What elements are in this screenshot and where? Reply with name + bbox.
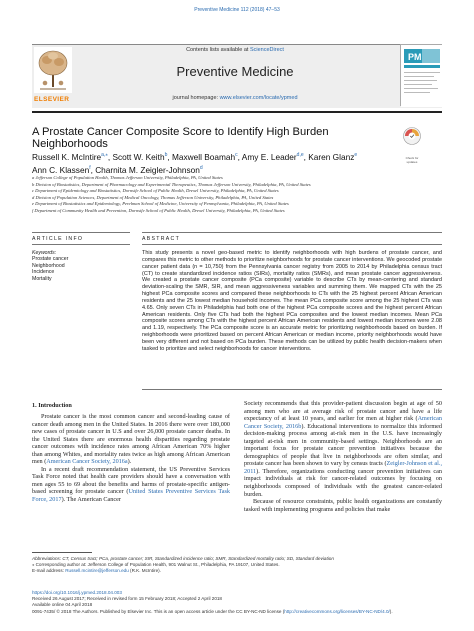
affiliation-item: d Division of Population Sciences, Department of Medical Oncology, Thomas Jefferson University, Philadelphia, PA, United States xyxy=(32,194,274,200)
contents-availability xyxy=(70,47,400,53)
license-prefix: 0091-7435/ © 2018 The Authors. Published by Elsevier Inc. This is an open access article under the CC BY-NC-ND license ( xyxy=(32,608,285,614)
email-note xyxy=(32,568,442,574)
publication-info xyxy=(32,590,442,615)
license-note xyxy=(32,609,442,615)
homepage-prefix: journal homepage: xyxy=(172,95,220,101)
paragraph xyxy=(244,498,442,513)
keyword-item: Prostate cancer xyxy=(32,256,69,263)
affil-sup[interactable]: f xyxy=(89,164,91,171)
paragraph-text: ). xyxy=(127,458,132,466)
body-left-column xyxy=(32,413,230,504)
author-glanz[interactable]: , Karen Glanz xyxy=(303,151,355,162)
license-suffix: ). xyxy=(389,608,393,614)
keyword-item: Neighborhood xyxy=(32,262,65,269)
paragraph xyxy=(32,466,230,504)
citation-link[interactable]: Zeigler-Johnson et al., 2011 xyxy=(244,460,442,475)
abstract-text: This study presents a novel geo-based metric to identify neighborhoods with high burdens of prostate cancer, and compares this metric to other methods to prioritize neighborhoods for prostate cancer interventions. We geocoded prostate cancer patient data (n = 10,750) from the Pennsylvania cancer registry from 2005 to 2014 by Philadelphia census tract (CT) to create standardized incidence ratios (SIRs), mortality ratios (SMRs), and mean prostate cancer aggressiveness. We created a prostate cancer composite (PCa composite) variable to describe CTs by mean-centering and standard deviation-scaling the SMR, SIR, and mean aggressiveness variables and summing them. We mapped CTs with the 25 highest PCa composite scores and compared these neighborhoods to CTs with the 25 highest percent African American residents and the 25 lowest median household incomes. The mean PCa composite score among the 25 highest CTs was 4.65. Only seven CTs in Philadelphia had both one of the highest PCa composite scores and the highest percent African American residents. Only five CTs had both the highest PCa composites and the lowest median incomes. Mean PCa composite scores among CTs with the highest percent African American residents and lowest median incomes were 2.08 and 1.19, respectively. The PCa composite score is an accurate metric for prioritizing neighborhoods based on burden. If neighborhoods were prioritized based on percent African American or median income, priority neighborhoods would have been very different and not based on PCa burden. These methods can be utilized by public health decision-makers when tasked to prioritize and select neighborhoods for cancer interventions. xyxy=(142,250,442,352)
footnotes xyxy=(32,556,442,575)
abstract-end-rule xyxy=(142,389,442,390)
abstract-heading: ABSTRACT xyxy=(142,236,181,242)
contents-prefix: Contents lists available at xyxy=(186,47,250,53)
article-info-bottom-rule xyxy=(32,244,130,245)
author-mcintire[interactable]: Russell K. McIntire xyxy=(32,151,102,162)
author-zeigler-johnson[interactable]: , Charnita M. Zeigler-Johnson xyxy=(90,164,200,175)
author-list xyxy=(32,150,392,176)
author-leader[interactable]: , Amy E. Leader xyxy=(237,151,297,162)
elsevier-tree-logo-icon xyxy=(34,47,72,93)
abstract-top-rule xyxy=(142,232,442,233)
paragraph xyxy=(244,400,442,498)
paragraph-text: ). Educational interventions to normalize this informed decision-making process among at-risk men in the U.S. have increasingly targeted at-risk men in community-based settings. Neighborhoods are an important focus for prostate cancer prevention initiatives because the demographics of people that live in neighborhoods are often similar, and prostate cancer has been shown to vary by census tracts ( xyxy=(244,422,442,468)
affiliation-item: f Department of Community Health and Prevention, Dornsife School of Public Health, Drexel University, Philadelphia, PA, United States xyxy=(32,207,285,213)
available-online-date: Available online 04 April 2018 xyxy=(32,602,93,608)
journal-title: Preventive Medicine xyxy=(176,64,294,79)
journal-cover-thumbnail xyxy=(400,44,442,106)
introduction-heading: 1. Introduction xyxy=(32,402,72,409)
author-klassen[interactable]: Ann C. Klassen xyxy=(32,164,90,175)
svg-text:PM: PM xyxy=(408,52,422,62)
check-for-updates-icon[interactable] xyxy=(402,126,422,164)
body-right-column xyxy=(244,400,442,513)
article-title: A Prostate Cancer Composite Score to Identify High Burden Neighborhoods xyxy=(32,126,329,150)
paragraph-text: In a recent draft recommendation statement, the US Preventive Services Task Force noted that health care providers should have a conversation with men ages 55 to 69 about the benefits and harms of prostate-specific antigen-based screening for prostate cancer ( xyxy=(32,465,230,496)
email-prefix: E-mail address: xyxy=(32,568,66,574)
publisher-wordmark: ELSEVIER xyxy=(34,96,70,103)
affil-sup[interactable]: d,e xyxy=(296,152,304,158)
sciencedirect-link[interactable]: ScienceDirect xyxy=(249,47,284,53)
paragraph xyxy=(32,413,230,466)
email-link[interactable]: Russell.mcintire@jefferson.edu xyxy=(65,568,129,574)
citation-link[interactable]: United States Preventive Services Task Force, 2017 xyxy=(32,488,230,504)
affiliation-item: c Department of Epidemiology and Biostatistics, Dornsife School of Public Health, Drexel University, Philadelphia, PA, United States xyxy=(32,188,279,194)
received-dates: Received 26 August 2017; Received in revised form 15 February 2018; Accepted 2 April 2018 xyxy=(32,596,222,602)
affil-sup[interactable]: e xyxy=(354,152,358,158)
keyword-item: Incidence xyxy=(32,269,55,276)
affil-sup[interactable]: a,⁎ xyxy=(101,152,108,158)
paragraph-text: Because of resource constraints, public health organizations are constantly tasked with implementing programs and policies that make xyxy=(244,498,442,513)
journal-homepage xyxy=(70,95,400,101)
journal-reference[interactable]: Preventive Medicine 112 (2018) 47–53 xyxy=(194,7,280,13)
keyword-item: Mortality xyxy=(32,275,52,282)
affiliations xyxy=(32,175,442,215)
affiliation-item: a Jefferson College of Population Health, Thomas Jefferson University, Philadelphia, PA, United States xyxy=(32,175,223,180)
header-rule xyxy=(32,111,442,113)
paragraph-text: ). The American Cancer xyxy=(61,496,121,504)
author-keith[interactable]: , Scott W. Keith xyxy=(107,151,165,162)
masthead-divider xyxy=(32,44,442,45)
cover-art-icon xyxy=(401,45,443,107)
abstract-bottom-rule xyxy=(142,244,442,245)
affiliation-item: e Department of Biostatistics and Epidemiology, Perelman School of Medicine, University of Pennsylvania, Philadelphia, PA, United States xyxy=(32,201,289,207)
affil-sup[interactable]: b xyxy=(164,152,168,158)
license-link[interactable]: http://creativecommons.org/licenses/BY-NC-ND/4.0/ xyxy=(284,608,390,614)
corresponding-author-note: ⁎ Corresponding author at: Jefferson College of Population Health, 901 Walnut St., Philadelphia, PA 19107, United States. xyxy=(32,562,280,568)
paragraph-text: Prostate cancer is the most common cancer and second-leading cause of cancer death among men in the United States. In 2016 there were over 180,000 new cases of prostate cancer in U.S and over 26,000 prostate cancer deaths. In the United States there are enormous health disparities regarding prostate cancer outcomes with incidence rates among African American 70% higher than among Whites, and mortality rates twice as high among African American men ( xyxy=(32,413,230,466)
citation-link[interactable]: American Cancer Society, 2016a xyxy=(46,458,128,466)
check-for-updates-label: Check for updates xyxy=(405,156,419,164)
citation-link[interactable]: American Cancer Society, 2016b xyxy=(244,415,442,430)
article-info-heading: ARTICLE INFO xyxy=(32,236,84,242)
affil-sup[interactable]: c xyxy=(235,152,238,158)
paragraph-text: ). Therefore, organizations conducting cancer prevention initiatives can impact individuals at risk for cancer-related outcomes by focusing on neighborhoods composed of individuals with the greatest cancer-related burden. xyxy=(244,467,442,498)
abbreviations-note: Abbreviations: CT, Census tract; PCa, prostate cancer; SIR, Standardized incidence ratio; SMR, Standardized mortality ratio; SD, Standard deviation xyxy=(32,556,334,561)
affiliation-item: b Division of Biostatistics, Department of Pharmacology and Experimental Therapeutics, Thomas Jefferson University, Philadelphia, PA, United States xyxy=(32,181,311,187)
article-info-top-rule xyxy=(32,232,130,233)
doi-link[interactable]: https://doi.org/10.1016/j.ypmed.2018.04.003 xyxy=(32,590,122,595)
homepage-link[interactable]: www.elsevier.com/locate/ypmed xyxy=(219,95,298,101)
affil-sup[interactable]: d xyxy=(199,164,203,171)
footnote-rule xyxy=(32,552,92,553)
keywords-heading: Keywords: xyxy=(32,250,57,256)
keywords-block xyxy=(32,250,122,282)
author-boamah[interactable]: , Maxwell Boamah xyxy=(167,151,236,162)
paragraph-text: Society recommends that this provider-patient discussion begin at age of 50 among men who are at average risk of prostate cancer and have a life expectancy of at least 10 years, and earlier for men at higher risk ( xyxy=(244,400,442,423)
email-suffix: (R.K. McIntire). xyxy=(128,568,161,574)
